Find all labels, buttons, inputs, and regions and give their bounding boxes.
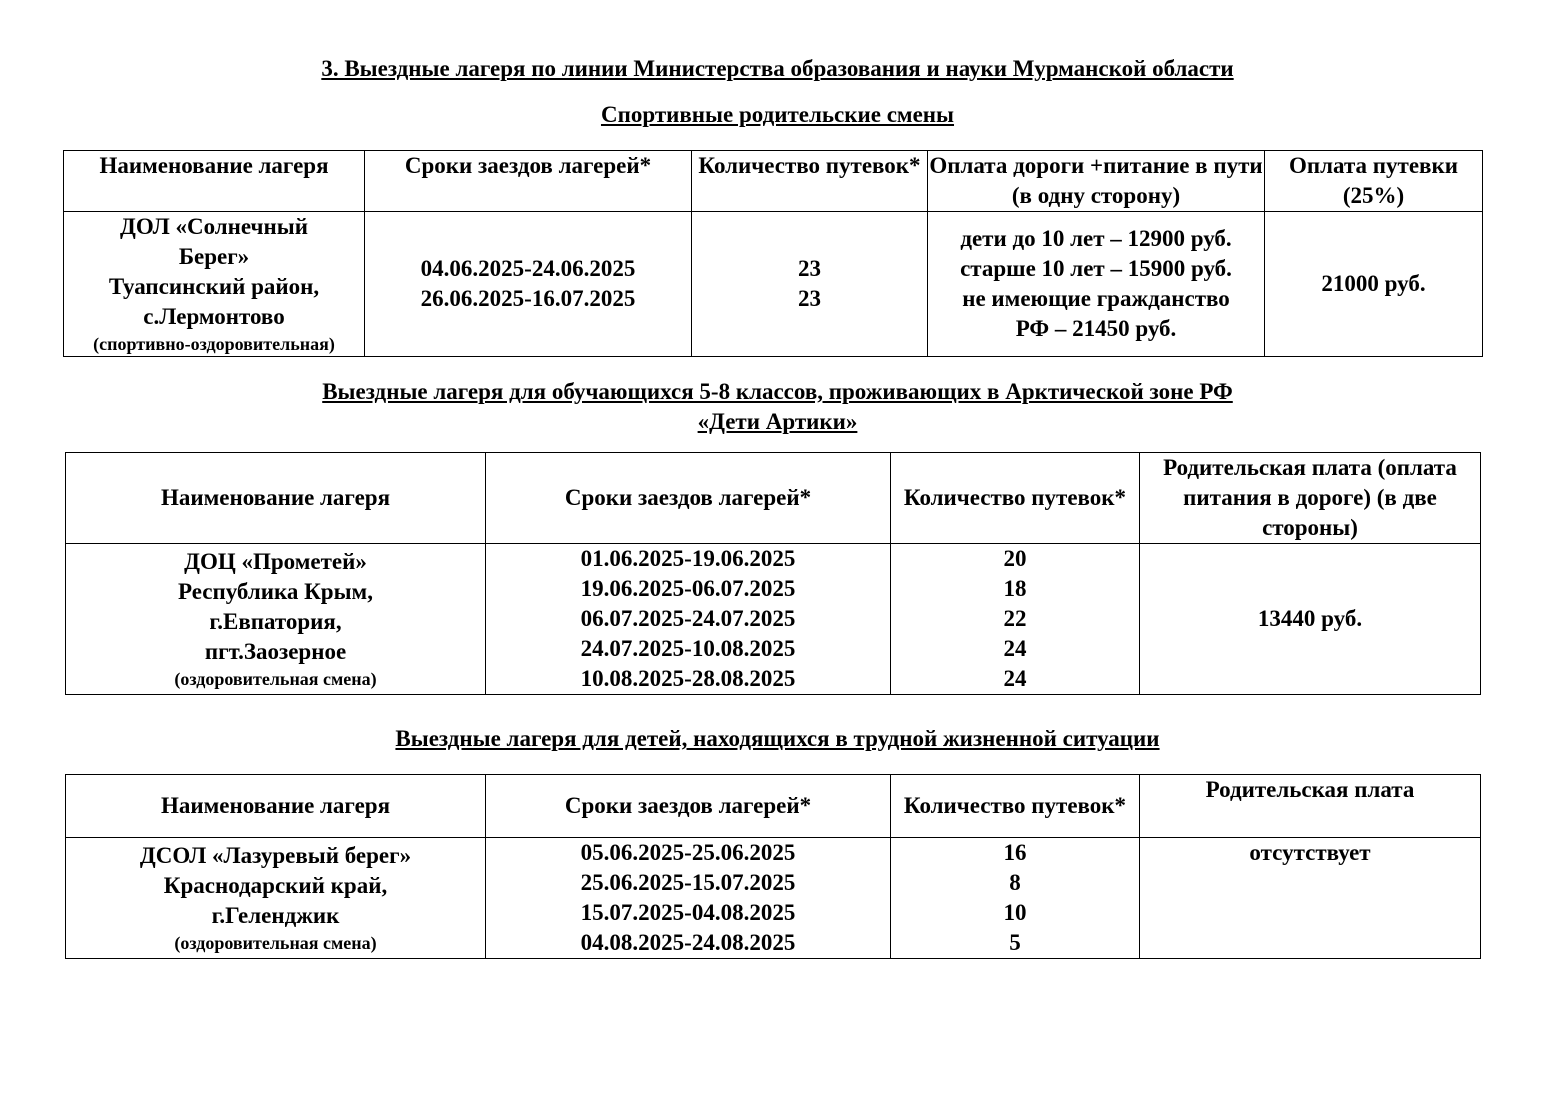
section2-title: Выездные лагеря для обучающихся 5-8 классов, проживающих в Арктической зоне РФ: [322, 379, 1233, 404]
camp-name-line: ДСОЛ «Лазуревый берег»: [139, 843, 412, 868]
session-dates: 15.07.2025-04.08.2025: [580, 900, 796, 925]
camp-name-cell: [64, 212, 365, 357]
camp-location-line: пгт.Заозерное: [204, 639, 347, 664]
camp-type-note: (спортивно-оздоровительная): [93, 334, 335, 354]
header-camp-name: Наименование лагеря: [66, 775, 486, 838]
travel-cell: [928, 212, 1265, 357]
voucher-count: 16: [1003, 840, 1027, 865]
voucher-count: 23: [798, 286, 821, 311]
voucher-count: 20: [1003, 546, 1027, 571]
camp-location-line: Краснодарский край,: [163, 873, 388, 898]
camp-location-line: г.Геленджик: [211, 903, 340, 928]
header-dates: Сроки заездов лагерей*: [365, 151, 692, 212]
header-count: Количество путевок*: [891, 775, 1140, 838]
session-dates: 25.06.2025-15.07.2025: [580, 870, 796, 895]
header-parent-fee: Родительская плата: [1140, 775, 1481, 838]
voucher-price-cell: 21000 руб.: [1265, 212, 1483, 357]
camp-location-line: Туапсинский район,: [108, 274, 320, 299]
camp-location-line: Республика Крым,: [178, 579, 373, 604]
voucher-count: 24: [1003, 666, 1027, 691]
travel-price-line: не имеющие гражданство: [962, 286, 1230, 311]
camp-location-line: с.Лермонтово: [143, 304, 285, 329]
voucher-count: 8: [1009, 870, 1021, 895]
camp-name-line: ДОЛ «Солнечный: [120, 214, 308, 239]
camp-location-line: г.Евпатория,: [209, 609, 342, 634]
header-travel-payment: Оплата дороги +питание в пути (в одну сторону): [928, 151, 1265, 212]
header-count: Количество путевок*: [891, 453, 1140, 544]
travel-price-line: РФ – 21450 руб.: [1015, 316, 1177, 341]
voucher-count: 18: [1003, 576, 1027, 601]
voucher-count: 24: [1003, 636, 1027, 661]
voucher-count: 22: [1003, 606, 1027, 631]
section1-table: [63, 150, 1483, 357]
camp-name-line: Берег»: [178, 244, 250, 269]
session-dates: 26.06.2025-16.07.2025: [420, 286, 636, 311]
dates-cell: [486, 544, 891, 695]
count-cell: [891, 544, 1140, 695]
header-voucher-payment: Оплата путевки (25%): [1265, 151, 1483, 212]
section3-title: Выездные лагеря для детей, находящихся в трудной жизненной ситуации: [395, 726, 1160, 751]
travel-price-line: дети до 10 лет – 12900 руб.: [960, 226, 1232, 251]
dates-cell: [486, 838, 891, 959]
session-dates: 06.07.2025-24.07.2025: [580, 606, 796, 631]
camp-type-note: (оздоровительная смена): [174, 669, 377, 689]
header-count: Количество путевок*: [692, 151, 928, 212]
section2-table: [65, 452, 1481, 695]
camp-name-cell: [66, 544, 486, 695]
section3-table: [65, 774, 1481, 959]
header-camp-name: Наименование лагеря: [64, 151, 365, 212]
camp-type-note: (оздоровительная смена): [174, 933, 377, 953]
travel-price-line: старше 10 лет – 15900 руб.: [960, 256, 1232, 281]
camp-name-cell: [66, 838, 486, 959]
count-cell: [692, 212, 928, 357]
header-dates: Сроки заездов лагерей*: [486, 453, 891, 544]
parent-fee-cell: 13440 руб.: [1140, 544, 1481, 695]
session-dates: 10.08.2025-28.08.2025: [580, 666, 796, 691]
voucher-count: 10: [1003, 900, 1027, 925]
session-dates: 01.06.2025-19.06.2025: [580, 546, 796, 571]
camp-name-line: ДОЦ «Прометей»: [184, 549, 367, 574]
session-dates: 19.06.2025-06.07.2025: [580, 576, 796, 601]
session-dates: 04.06.2025-24.06.2025: [420, 256, 636, 281]
document-heading: 3. Выездные лагеря по линии Министерства образования и науки Мурманской области: [321, 56, 1234, 81]
parent-fee-cell: отсутствует: [1140, 838, 1481, 959]
section2-subtitle: «Дети Артики»: [697, 409, 858, 434]
header-dates: Сроки заездов лагерей*: [486, 775, 891, 838]
session-dates: 24.07.2025-10.08.2025: [580, 636, 796, 661]
count-cell: [891, 838, 1140, 959]
header-parent-fee: Родительская плата (оплата питания в дороге) (в две стороны): [1140, 453, 1481, 544]
section1-title: Спортивные родительские смены: [600, 102, 955, 127]
voucher-count: 23: [798, 256, 821, 281]
session-dates: 05.06.2025-25.06.2025: [580, 840, 796, 865]
session-dates: 04.08.2025-24.08.2025: [580, 930, 796, 955]
voucher-count: 5: [1009, 930, 1021, 955]
dates-cell: [365, 212, 692, 357]
header-camp-name: Наименование лагеря: [66, 453, 486, 544]
